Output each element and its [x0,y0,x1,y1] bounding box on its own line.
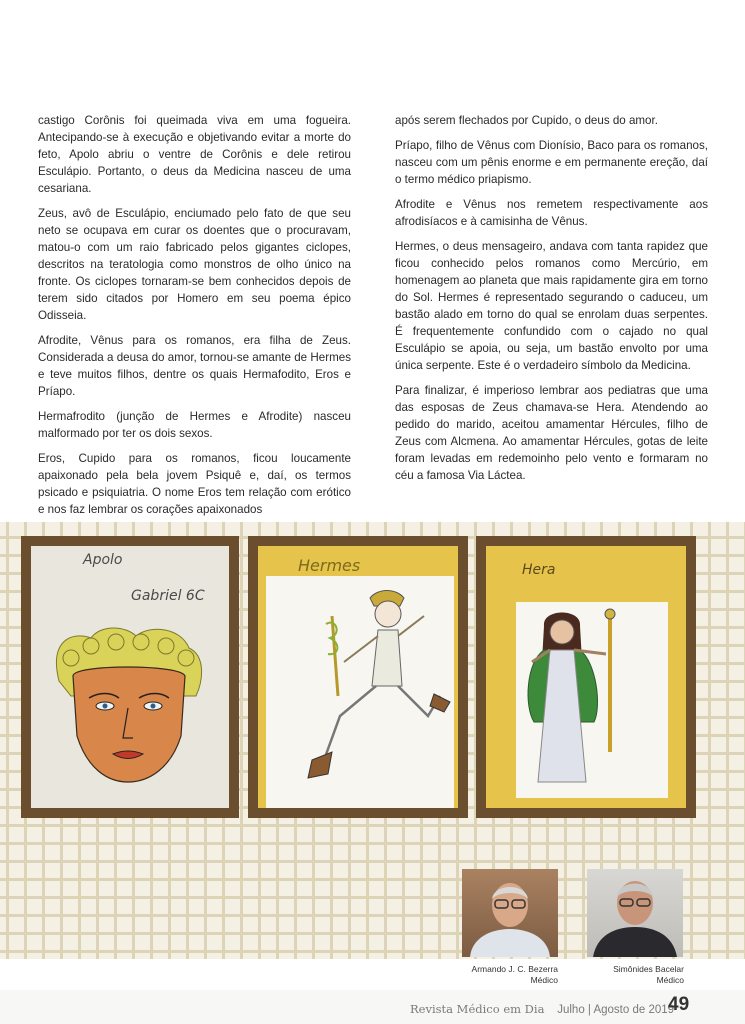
paragraph: Para finalizar, é imperioso lembrar aos pediatras que uma das esposas de Zeus chamava-se Hera. Atendendo ao pedido do marido, aceitou amamentar Hércules, filho de Zeus com Alcmena. Ao amamentar Hércules, gotas de leite foram levadas em redemoinho pelo vento e formaram no céu a famosa Via Láctea. [395,384,708,482]
article-columns [38,112,708,526]
drawing-caption: Hera [522,562,556,578]
paragraph: após serem flechados por Cupido, o deus do amor. [395,114,658,127]
left-column [38,112,351,526]
paragraph: Zeus, avô de Esculápio, enciumado pelo fato de que seu neto se ocupava em curar os doentes que o procuravam, matou-o com um raio fabricado pelos gigantes ciclopes, descritos na teratologia como monstros de olho único na fronte. Os ciclopes tornaram-se bem conhecidos depois de terem sido citados por Homero em seu poema épico Odisseia. [38,207,351,322]
apolo-face-icon [31,546,229,808]
paragraph: Hermes, o deus mensageiro, andava com tanta rapidez que ficou conhecido pelos romanos como Mercúrio, em homenagem ao planeta que mais rapidamente gira em torno do Sol. Hermes é representado segurando o caduceu, um bastão alado em torno do qual se enrolam duas serpentes. É frequentemente confundido com o cajado no qual Esculápio se apoia, ou seja, um bastão envolto por uma única serpente. Este é o verdadeiro símbolo da Medicina. [395,240,708,372]
drawing-caption: Hermes [298,556,361,575]
paragraph: Hermafrodito (junção de Hermes e Afrodite) nasceu malformado por ter os dois sexos. [38,410,351,440]
apolo-drawing [31,546,229,808]
footer-text [410,1002,674,1016]
issue-date: Julho | Agosto de 2019 [557,1004,675,1016]
author-name: Armando J. C. Bezerra [471,964,558,974]
hermes-figure-icon [258,546,458,808]
paragraph: Afrodite, Vênus para os romanos, era filha de Zeus. Considerada a deusa do amor, tornou-se amante de Hermes e teve muitos filhos, dentre os quais Hermafodito, Eros e Príapo. [38,334,351,398]
right-column [395,112,708,526]
magazine-name: Revista Médico em Dia [410,1002,545,1016]
author-credit [576,964,684,986]
author-credit [452,964,558,986]
paragraph: Afrodite e Vênus nos remetem respectivamente aos afrodisíacos e à camisinha de Vênus. [395,198,708,228]
drawing-caption: Apolo [83,552,123,568]
apolo-frame [21,536,239,818]
avatar [462,869,558,957]
page-number: 49 [668,994,690,1015]
hera-figure-icon [486,546,686,808]
hermes-frame [248,536,468,818]
hera-frame [476,536,696,818]
avatar [587,869,683,957]
author-photo-armando [462,869,558,957]
author-photo-simonides [587,869,683,957]
paragraph: Príapo, filho de Vênus com Dionísio, Baco para os romanos, nasceu com um pênis enorme e em permanente ereção, daí o termo médico priapismo. [395,139,708,186]
hera-drawing [486,546,686,808]
paragraph: castigo Corônis foi queimada viva em uma fogueira. Antecipando-se à execução e objetivando evitar a morte do feto, Apolo abriu o ventre de Corônis e dele retirou Esculápio. Portanto, o deus da Medicina nasceu de uma cesariana. [38,114,351,195]
drawing-signature: Gabriel 6C [131,588,205,604]
author-name: Simônides Bacelar [613,964,684,974]
author-role: Médico [656,975,684,985]
hermes-drawing [258,546,458,808]
author-role: Médico [530,975,558,985]
paragraph: Eros, Cupido para os romanos, ficou loucamente apaixonado pela bela jovem Psiquê e, daí, os termos psicado e psiquiatria. O nome Eros tem relação com erótico e nos faz lembrar os corações apaixonados [38,452,351,516]
drawings-gallery [0,522,745,959]
